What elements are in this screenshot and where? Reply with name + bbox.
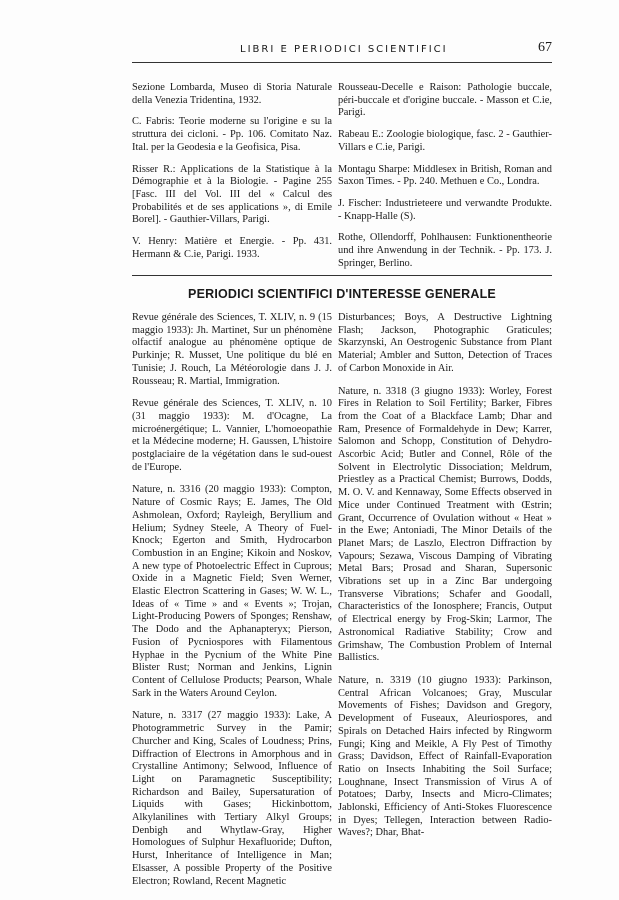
periodical-entry: Revue générale des Sciences, T. XLIV, n. 9 (15 maggio 1933): Jh. Martinet, Sur un phénomène olfactif analogue au phénomène optique de Purkinje; R. Musset, Une politique du blé en Tunisie; J. Rouch, La Météorologie dans J. J. Rousseau; R. Martial, Immigration. [132,312,332,387]
periodical-entry: Revue générale des Sciences, T. XLIV, n. 10 (31 maggio 1933): M. d'Ocagne, La microénergétique; L. Vannier, L'homoeopathie et la Médecine moderne; H. Gaussen, L'histoire postglaciaire de la végétation dans le sud-ouest de l'Europe. [132,398,332,473]
books-left-column [132,82,332,270]
section-rule [132,275,552,276]
running-header [132,40,552,58]
periodical-entry: Disturbances; Boys, A Destructive Lightning Flash; Jackson, Photographic Graticules; Skarzynski, An Oestrogenic Substance from Plant Material; Ambler and Sutton, Detection of Traces of Carbon Monoxide in Air. [338,312,552,374]
book-entry: V. Henry: Matière et Energie. - Pp. 431. Hermann & C.ie, Parigi. 1933. [132,236,332,260]
book-entry: Rothe, Ollendorff, Pohlhausen: Funktionentheorie und ihre Anwendung in der Technik. - Pp. 173. J. Springer, Berlino. [338,232,552,269]
periodicals-right-column [338,312,552,850]
periodicals-left-column [132,312,332,898]
book-entry: Rabeau E.: Zoologie biologique, fasc. 2 - Gauthier-Villars e C.ie, Parigi. [338,129,552,153]
books-right-column [338,82,552,279]
periodical-entry: Nature, n. 3319 (10 giugno 1933): Parkinson, Central African Volcanoes; Gray, Muscular Movements of Fishes; Davidson and Gregory, Development of Fuseaux, Aleuriospores, and Spirals on Detached Hairs infected by Ringworm Fungi; King and Meikle, A Fly Pest of Timothy Grass; Davidson, Effect of Rainfall-Evaporation Ratio on Insects Inhabiting the Soil Surface; Loughnane, Insect Transmission of Virus A of Potatoes; Darby, Insects and Micro-Climates; Jablonski, Efficiency of Anti-Stokes Fluorescence in Dyes; Tellegen, Interaction between Radio-Waves?; Dhar, Bhat- [338,674,552,839]
periodical-entry: Nature, n. 3317 (27 maggio 1933): Lake, A Photogrammetric Survey in the Pamir; Churcher and King, Scales of Loudness; Prins, Diffraction of Electrons in Amorphous and in Crystalline Antimony; Selwood, Influence of Light on Paramagnetic Susceptibility; Richardson and Bailey, Supersaturation of Liquids with Gases; Hickinbottom, Alkylanilines with Tertiary Alkyl Groups; Denbigh and Whytlaw-Gray, Higher Homologues of Sulphur Hexafluoride; Dufton, Hurst, Inheritance of Intelligence in Man; Elsasser, A possible Property of the Positive Electron; Rowland, Recent Magnetic [132,710,332,887]
header-rule [132,62,552,63]
header-title: LIBRI E PERIODICI SCIENTIFICI [240,44,448,55]
periodical-entry: Nature, n. 3318 (3 giugno 1933): Worley, Forest Fires in Relation to Soil Fertility; Barker, Fibres from the Coat of a Blackface Lamb; Dhar and Ram, Presence of Formaldehyde in Dew; Karrer, Salomon and Schopp, Constitution of Dehydro-Ascorbic Acid; Butler and Connel, Rôle of the Solvent in Electrolytic Dissociation; Meldrum, Priestley as a Practical Chemist; Burrows, Dodds, M. O. V. and Kennaway, Some Effects observed in Mice under Continued Treatment with Œstrin; Grant, Occurrence of Ovulation without « Heat » in the Ewe; Antoniadi, The Minor Details of the Planet Mars; de Laszlo, Electron Diffraction by Vapours; Sezawa, Viscous Damping of Vibrating Metal Bars; Prosad and Sharan, Supersonic Vibrations set up in a Zinc Bar undergoing Transverse Vibrations; Schafer and Goodall, Characteristics of the Ionosphere; Francis, Output of Electrical energy by Frog-Skin; Larmor, The Astronomical Radiative Stability; Crow and Grimshaw, The Combustion Problem of Internal Ballistics. [338,385,552,664]
book-entry: J. Fischer: Industrieteere und verwandte Produkte. - Knapp-Halle (S). [338,197,552,222]
book-entry: C. Fabris: Teorie moderne su l'origine e su la struttura dei cicloni. - Pp. 106. Comitato Naz. Ital. per la Geodesia e la Geofisica, Pisa. [132,116,332,153]
section-title: PERIODICI SCIENTIFICI D'INTERESSE GENERALE [188,287,496,301]
periodical-entry: Nature, n. 3316 (20 maggio 1933): Compton, Nature of Cosmic Rays; E. James, The Old Ashmolean, Oxford; Rayleigh, Beryllium and Helium; Sydney Steele, A Theory of Fuel-Knock; Egerton and Smith, Hydrocarbon Combustion in an Engine; Kikoin and Noskov, A new type of Photoelectric Effect in Cuprous; Oxide in a Magnetic Field; Sven Werner, Elastic Electron Scattering in Gases; W. W. L., Ideas of « Time » and « Events »; Trojan, Light-Producing Powers of Sponges; Renshaw, The Dodo and the Aphanapteryx; Pierson, Fusion of Pycniospores with Filamentous Hyphae in the Pycnium of the White Pine Blister Rust; Norman and Jenkins, Lignin Content of Cellulose Products; Pearson, Whale Sark in the Waters Around Ceylon. [132,484,332,699]
book-entry: Risser R.: Applications de la Statistique à la Démographie et à la Biologie. - Pagine 255 [Fasc. III del Vol. III del « Calcul des Probabilités et de ses applications », di Emile Borel]. - Gauthier-Villars, Parigi. [132,163,332,226]
book-entry: Sezione Lombarda, Museo di Storia Naturale della Venezia Tridentina, 1932. [132,82,332,106]
book-entry: Rousseau-Decelle e Raison: Pathologie buccale, péri-buccale et d'origine buccale. - Masson et C.ie, Parigi. [338,82,552,119]
book-entry: Montagu Sharpe: Middlesex in British, Roman and Saxon Times. - Pp. 240. Methuen e Co., Londra. [338,163,552,188]
page-number: 67 [538,40,552,55]
